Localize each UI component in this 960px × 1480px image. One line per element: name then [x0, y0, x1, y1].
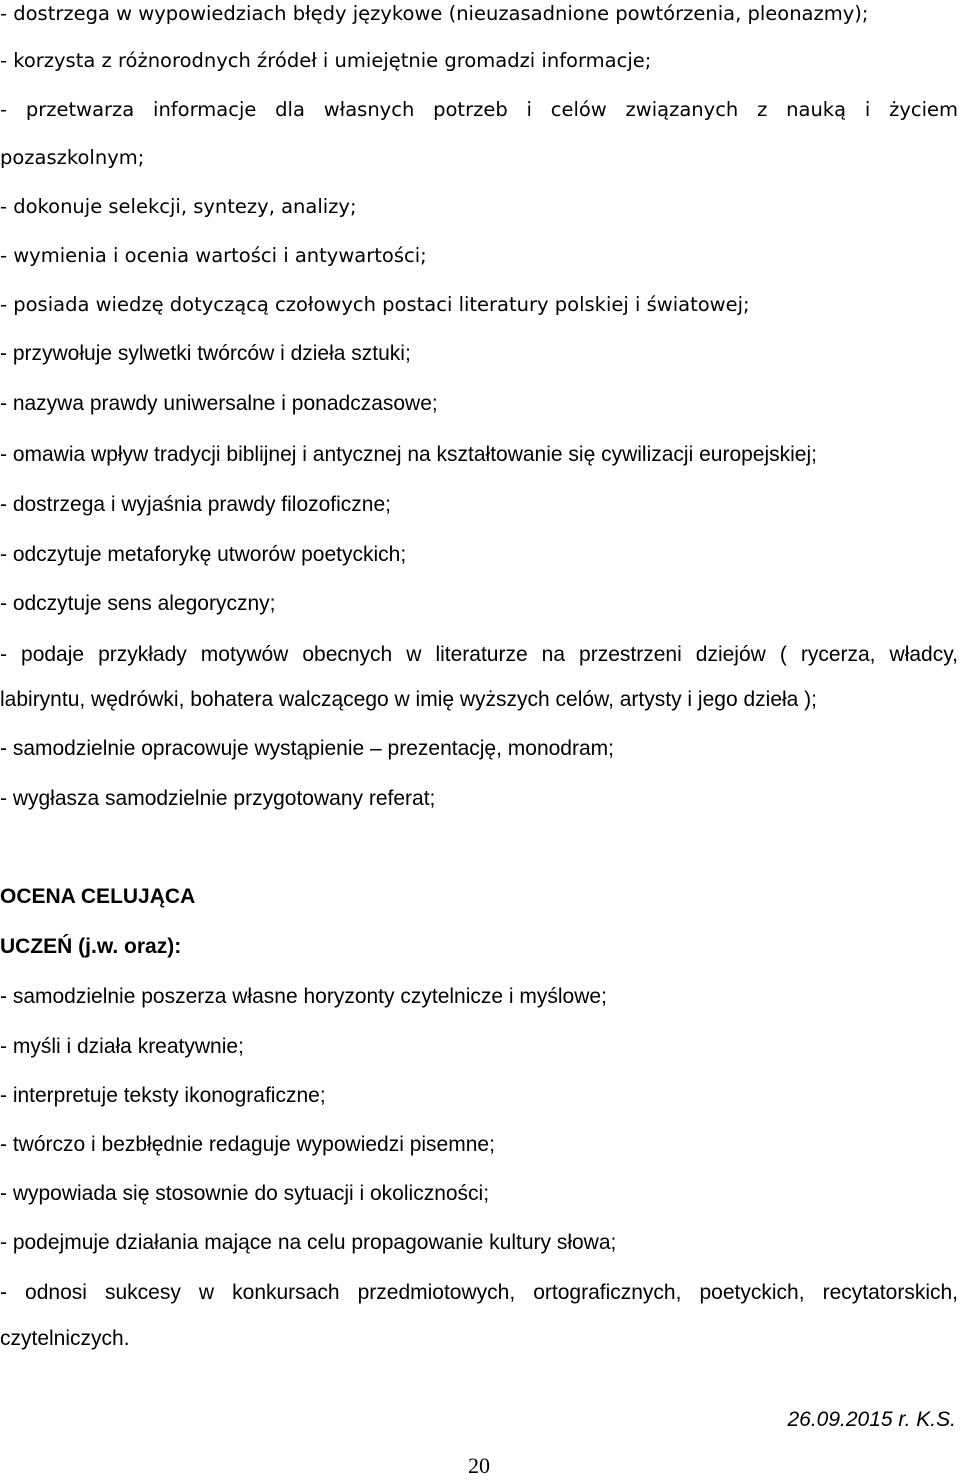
list-item: - dokonuje selekcji, syntezy, analizy; — [0, 195, 357, 218]
list-item: - samodzielnie opracowuje wystąpienie – prezentację, monodram; — [0, 737, 614, 760]
signature-date: 26.09.2015 r. K.S. — [787, 1408, 956, 1431]
list-item: - omawia wpływ tradycji biblijnej i antycznej na kształtowanie się cywilizacji europejskiej; — [0, 443, 817, 466]
list-item: - odczytuje metaforykę utworów poetyckich; — [0, 543, 407, 566]
list-item-continuation: czytelniczych. — [0, 1327, 130, 1350]
list-item-continuation: pozaszkolnym; — [0, 146, 145, 169]
list-item: - nazywa prawdy uniwersalne i ponadczasowe; — [0, 392, 438, 415]
list-item: - dostrzega i wyjaśnia prawdy filozoficzne; — [0, 493, 392, 516]
list-item: - twórczo i bezbłędnie redaguje wypowiedzi pisemne; — [0, 1133, 495, 1156]
list-item: - wypowiada się stosownie do sytuacji i okoliczności; — [0, 1182, 490, 1205]
list-item: - dostrzega w wypowiedziach błędy językowe (nieuzasadnione powtórzenia, pleonazmy); — [0, 2, 869, 25]
list-item: - myśli i działa kreatywnie; — [0, 1035, 244, 1058]
list-item: - posiada wiedzę dotyczącą czołowych postaci literatury polskiej i światowej; — [0, 293, 750, 316]
list-item: - przetwarza informacje dla własnych potrzeb i celów związanych z nauką i życiem — [0, 98, 958, 121]
list-item: - odnosi sukcesy w konkursach przedmiotowych, ortograficznych, poetyckich, recytatorskich, — [0, 1281, 958, 1304]
list-item: - podejmuje działania mające na celu propagowanie kultury słowa; — [0, 1231, 617, 1254]
section-title: OCENA CELUJĄCA — [0, 885, 196, 908]
list-item: - wymienia i ocenia wartości i antywartości; — [0, 244, 427, 267]
list-item: - interpretuje teksty ikonograficzne; — [0, 1084, 326, 1107]
list-item-continuation: labiryntu, wędrówki, bohatera walczącego w imię wyższych celów, artysty i jego dzieła ); — [0, 688, 818, 711]
section-subtitle: UCZEŃ (j.w. oraz): — [0, 935, 182, 958]
list-item: - podaje przykłady motywów obecnych w literaturze na przestrzeni dziejów ( rycerza, władcy, — [0, 643, 958, 666]
list-item: - przywołuje sylwetki twórców i dzieła sztuki; — [0, 342, 411, 365]
page-number: 20 — [468, 1453, 490, 1478]
list-item: - korzysta z różnorodnych źródeł i umiejętnie gromadzi informacje; — [0, 49, 652, 72]
list-item: - wygłasza samodzielnie przygotowany referat; — [0, 787, 436, 810]
list-item: - samodzielnie poszerza własne horyzonty czytelnicze i myślowe; — [0, 985, 607, 1008]
list-item: - odczytuje sens alegoryczny; — [0, 592, 276, 615]
